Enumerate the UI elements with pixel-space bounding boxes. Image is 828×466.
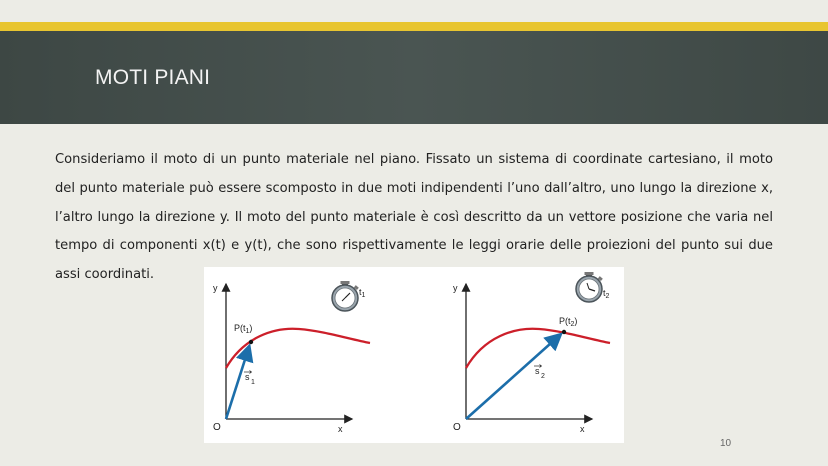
left-y-axis-label: y: [213, 283, 218, 293]
page-number: 10: [720, 438, 732, 449]
left-panel: [213, 281, 370, 434]
right-trajectory: [466, 329, 610, 368]
stopwatch-icon: [332, 281, 359, 311]
right-panel: [453, 272, 610, 434]
svg-text:s: s: [245, 372, 250, 382]
slide-body-text: Consideriamo il moto di un punto materiale nel piano. Fissato un sistema di coordinate cartesiano, il moto del punto materiale può essere scomposto in due moti indipendenti l’uno dall’altro, uno lungo la direzione x, l’altro lungo la direzione y. Il moto del punto materiale è così descritto da un vettore posizione che varia nel tempo di componenti x(t) e y(t), che sono rispettivamente le leggi orarie delle proiezioni del punto sui due assi coordinati.: [55, 152, 773, 283]
right-vector-label: [534, 365, 545, 381]
left-origin-label: O: [213, 422, 221, 433]
svg-text:2: 2: [541, 373, 545, 380]
right-point: [562, 330, 566, 334]
left-vector-label: [244, 371, 255, 387]
accent-bar: [0, 22, 828, 31]
slide-title: MOTI PIANI: [95, 66, 211, 89]
right-time-label: $t_2$: [603, 288, 610, 300]
left-x-axis-label: x: [338, 424, 343, 434]
right-point-label: $P(t_2)$: [559, 316, 578, 328]
motion-diagram: [204, 267, 624, 443]
stopwatch-icon: [576, 272, 603, 302]
right-y-axis-label: y: [453, 283, 458, 293]
right-x-axis-label: x: [580, 424, 585, 434]
left-point-label: $P(t_1)$: [234, 323, 253, 335]
svg-text:s: s: [535, 366, 540, 376]
svg-text:1: 1: [251, 379, 255, 386]
left-time-label: $t_1$: [359, 287, 366, 299]
right-position-vector: [466, 335, 560, 419]
left-point: [249, 340, 253, 344]
top-strip: [0, 0, 828, 22]
left-position-vector: [226, 347, 249, 419]
motion-figure: [204, 267, 624, 443]
right-origin-label: O: [453, 422, 461, 433]
